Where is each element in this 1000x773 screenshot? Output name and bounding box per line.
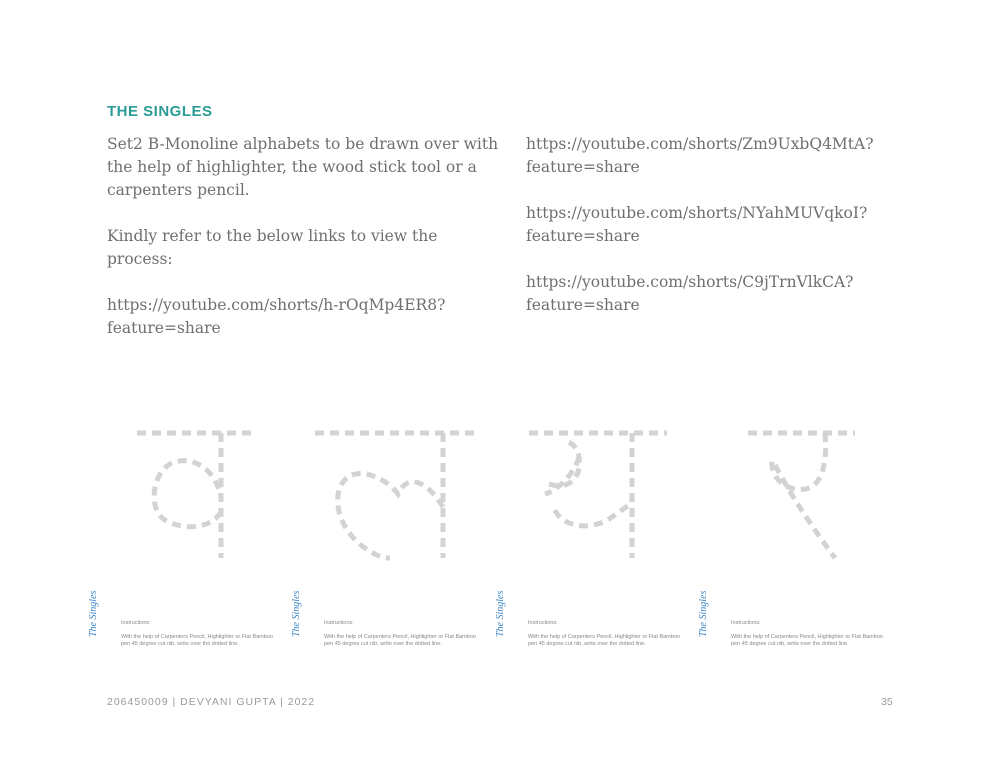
practice-sheet-ya	[497, 372, 697, 662]
instructions-text: With the help of Carpenters Pencil, Highlighter or Flat Bamboo pen 45 degree cut nib, write over the dotted line.	[528, 634, 680, 647]
instructions-title: Instructions:	[528, 620, 558, 626]
sheet-label: The Singles	[698, 590, 709, 637]
instructions-text: With the help of Carpenters Pencil, Highlighter or Flat Bamboo pen 45 degree cut nib, write over the dotted line.	[121, 634, 273, 647]
intro-paragraph: Set2 B-Monoline alphabets to be drawn over with the help of highlighter, the wood stick tool or a carpenters pencil.	[107, 135, 499, 199]
instructions-title: Instructions:	[731, 620, 761, 626]
page-number: 35	[881, 696, 893, 708]
video-link-2[interactable]: https://youtube.com/shorts/Zm9UxbQ4MtA?feature=share	[526, 135, 874, 176]
instructions-text: With the help of Carpenters Pencil, Highlighter or Flat Bamboo pen 45 degree cut nib, write over the dotted line.	[731, 634, 883, 647]
practice-sheets	[90, 372, 910, 662]
sheet-label: The Singles	[495, 590, 506, 637]
footer-credit: 206450009 | DEVYANI GUPTA | 2022	[107, 696, 316, 708]
dotted-glyph-la	[293, 412, 493, 572]
dotted-glyph-ya	[497, 412, 697, 572]
dotted-glyph-va	[90, 412, 290, 572]
refer-paragraph: Kindly refer to the below links to view the process:	[107, 227, 438, 268]
section-title: THE SINGLES	[107, 103, 213, 120]
practice-sheet-va	[90, 372, 290, 662]
sheet-label: The Singles	[88, 590, 99, 637]
practice-sheet-ra	[700, 372, 900, 662]
video-link-1[interactable]: https://youtube.com/shorts/h-rOqMp4ER8?feature=share	[107, 296, 446, 337]
instructions-title: Instructions:	[324, 620, 354, 626]
instructions-title: Instructions:	[121, 620, 151, 626]
video-link-4[interactable]: https://youtube.com/shorts/C9jTrnVlkCA?feature=share	[526, 273, 854, 314]
practice-sheet-la	[293, 372, 493, 662]
dotted-glyph-ra	[700, 412, 900, 572]
right-text-column	[526, 133, 926, 340]
left-text-column	[107, 133, 507, 363]
instructions-text: With the help of Carpenters Pencil, Highlighter or Flat Bamboo pen 45 degree cut nib, write over the dotted line.	[324, 634, 476, 647]
video-link-3[interactable]: https://youtube.com/shorts/NYahMUVqkoI?feature=share	[526, 204, 868, 245]
sheet-label: The Singles	[291, 590, 302, 637]
